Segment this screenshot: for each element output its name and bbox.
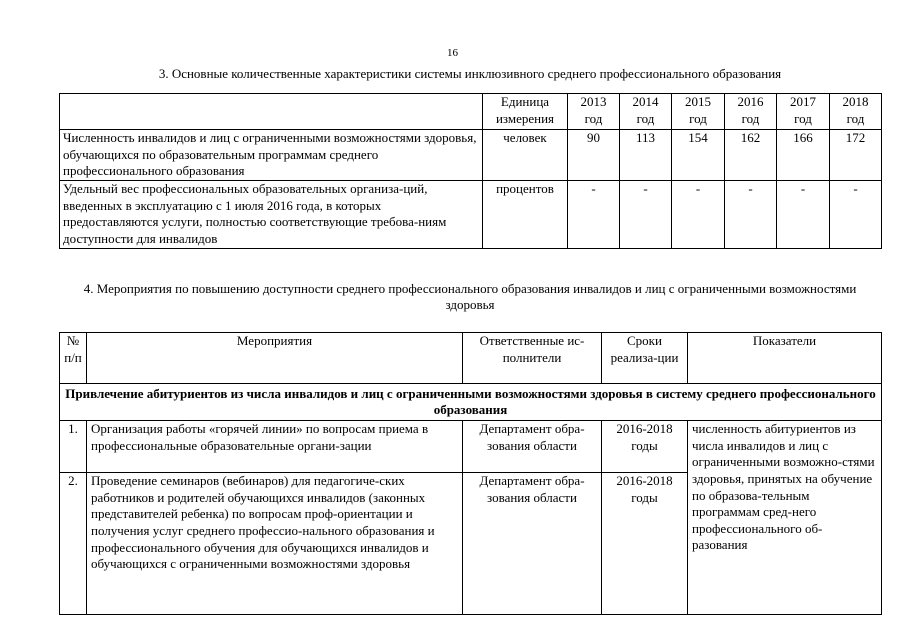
row-value: -	[568, 181, 620, 249]
header-terms: Сроки реализа-ции	[602, 333, 688, 384]
row-value: 90	[568, 130, 620, 181]
characteristics-header-row	[60, 94, 882, 130]
row-value: -	[777, 181, 830, 249]
row-value: -	[830, 181, 882, 249]
row-number: 1.	[60, 421, 87, 473]
row-number: 2.	[60, 473, 87, 615]
row-value: 172	[830, 130, 882, 181]
row-responsible: Департамент обра-зования области	[463, 421, 602, 473]
page-number: 16	[447, 47, 458, 59]
header-activity: Мероприятия	[87, 333, 463, 384]
header-responsible: Ответственные ис-полнители	[463, 333, 602, 384]
header-indicator-empty	[60, 94, 483, 130]
row-activity: Проведение семинаров (вебинаров) для педагогиче-ских работников и родителей обучающихся инвалидов (законных представителей ребенка) по вопросам проф-ориентации и получения услуг среднего профессио-нального образования и профессионального обучения для обучающихся инвалидов и обучающихся с ограниченными возможностями здоровья	[87, 473, 463, 615]
row-unit: процентов	[483, 181, 568, 249]
table-row	[60, 421, 882, 473]
row-unit: человек	[483, 130, 568, 181]
row-activity: Организация работы «горячей линии» по вопросам приема в профессиональные образовательные органи-зации	[87, 421, 463, 473]
header-indicators: Показатели	[688, 333, 882, 384]
header-year: 2013 год	[568, 94, 620, 130]
section-4-title: 4. Мероприятия по повышению доступности среднего профессионального образования инвалидов и лиц с ограниченными возможностями здоровья	[83, 281, 857, 313]
characteristics-table	[59, 93, 882, 249]
header-year: 2015 год	[672, 94, 725, 130]
row-indicators: численность абитуриентов из числа инвалидов и лиц с ограниченными возможно-стями здоровья, принятых на обучение по образова-тельным программам сред-него профессионального об-разования	[688, 421, 882, 615]
row-indicator-name: Удельный вес профессиональных образовательных организа-ций, введенных в эксплуатацию с 1 июля 2016 года, в которых предоставляются услуги, полностью соответствующие требова-ниям доступности для инвалидов	[60, 181, 483, 249]
header-unit: Единица измерения	[483, 94, 568, 130]
row-terms: 2016-2018 годы	[602, 421, 688, 473]
row-value: 113	[620, 130, 672, 181]
row-value: -	[672, 181, 725, 249]
header-year: 2014 год	[620, 94, 672, 130]
row-value: 154	[672, 130, 725, 181]
row-responsible: Департамент обра-зования области	[463, 473, 602, 615]
row-value: -	[620, 181, 672, 249]
table-row	[60, 181, 882, 249]
header-year: 2016 год	[725, 94, 777, 130]
activities-header-row	[60, 333, 882, 384]
activities-table	[59, 332, 882, 615]
header-year: 2017 год	[777, 94, 830, 130]
subsection-title: Привлечение абитуриентов из числа инвалидов и лиц с ограниченными возможностями здоровья в систему среднего профессионального образования	[60, 384, 882, 421]
subsection-row	[60, 384, 882, 421]
row-value: 162	[725, 130, 777, 181]
row-value: -	[725, 181, 777, 249]
row-terms: 2016-2018 годы	[602, 473, 688, 615]
table-row	[60, 130, 882, 181]
row-indicator-name: Численность инвалидов и лиц с ограниченными возможностями здоровья, обучающихся по образовательным программам среднего профессионального образования	[60, 130, 483, 181]
header-year: 2018 год	[830, 94, 882, 130]
header-number: № п/п	[60, 333, 87, 384]
row-value: 166	[777, 130, 830, 181]
section-3-title: 3. Основные количественные характеристики системы инклюзивного среднего профессионального образования	[158, 66, 782, 81]
